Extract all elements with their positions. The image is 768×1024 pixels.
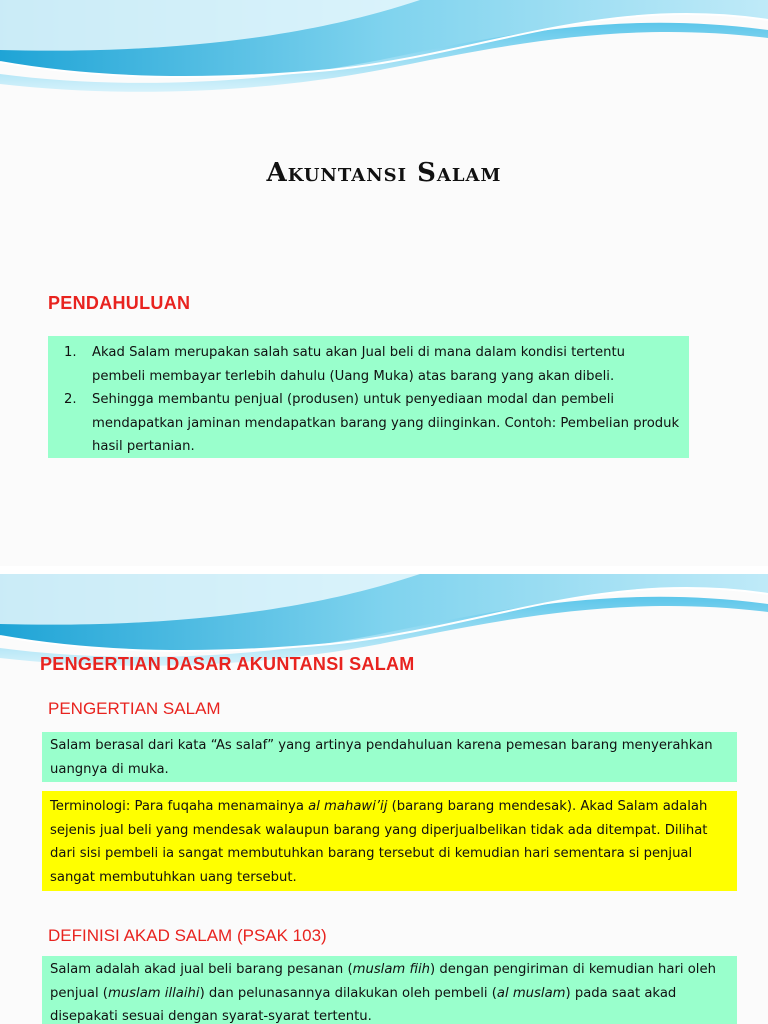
salam-origin-box: Salam berasal dari kata “As salaf” yang artinya pendahuluan karena pemesan barang menyerahkan uangnya di muka. xyxy=(42,732,737,782)
list-item-number: 1. xyxy=(64,345,77,360)
subheading-definisi-akad: DEFINISI AKAD SALAM (PSAK 103) xyxy=(48,926,327,945)
definisi-term-muslam-illaihi: muslam illaihi xyxy=(107,985,200,1001)
definisi-term-al-muslam: al muslam xyxy=(496,985,566,1001)
definisi-text: ) pada saat akad disepakati sesuai dengan syarat-syarat tertentu. xyxy=(50,985,677,1024)
wave-header-decoration xyxy=(0,0,768,95)
definisi-term-muslam-fiih: muslam fiih xyxy=(352,962,431,977)
list-item-text: Sehingga membantu penjual (produsen) untuk penyediaan modal dan pembeli mendapatkan jaminan mendapatkan barang yang diinginkan. Contoh: Pembelian produk hasil pertanian. xyxy=(92,392,680,454)
definisi-text: Salam adalah akad jual beli barang pesanan ( xyxy=(50,962,353,977)
definisi-text: ) dengan pengiriman di kemudian hari oleh penjual ( xyxy=(50,962,716,1001)
slide-separator xyxy=(0,566,768,574)
terminologi-italic-term: al mahawi’ij xyxy=(308,799,388,814)
list-item xyxy=(56,388,681,459)
pendahuluan-list xyxy=(56,341,681,459)
terminologi-box xyxy=(42,791,737,891)
terminologi-text-1: Terminologi: Para fuqaha menamainya xyxy=(50,799,309,814)
terminologi-text-2: (barang barang mendesak). Akad Salam adalah sejenis jual beli yang mendesak walaupun barang yang diperjualbelikan tidak ada ditempat. Dilihat dari sisi pembeli ia sangat membutuhkan barang tersebut di kemudian hari sementara si penjual sangat membutuhkan uang tersebut. xyxy=(50,799,708,885)
section-heading-pengertian-dasar: PENGERTIAN DASAR AKUNTANSI SALAM xyxy=(40,654,415,674)
slide-2 xyxy=(0,574,768,1024)
slide-title: Akuntansi Salam xyxy=(266,158,502,188)
list-item-text: Akad Salam merupakan salah satu akan Jual beli di mana dalam kondisi tertentu pembeli membayar terlebih dahulu (Uang Muka) atas barang yang akan dibeli. xyxy=(92,345,626,384)
section-heading-pendahuluan: PENDAHULUAN xyxy=(48,293,191,313)
pendahuluan-box xyxy=(48,336,689,458)
subheading-pengertian-salam: PENGERTIAN SALAM xyxy=(48,699,221,718)
definisi-box xyxy=(42,956,737,1024)
list-item-number: 2. xyxy=(64,392,77,407)
list-item xyxy=(56,341,681,388)
definisi-text: ) dan pelunasannya dilakukan oleh pembeli ( xyxy=(199,985,497,1001)
